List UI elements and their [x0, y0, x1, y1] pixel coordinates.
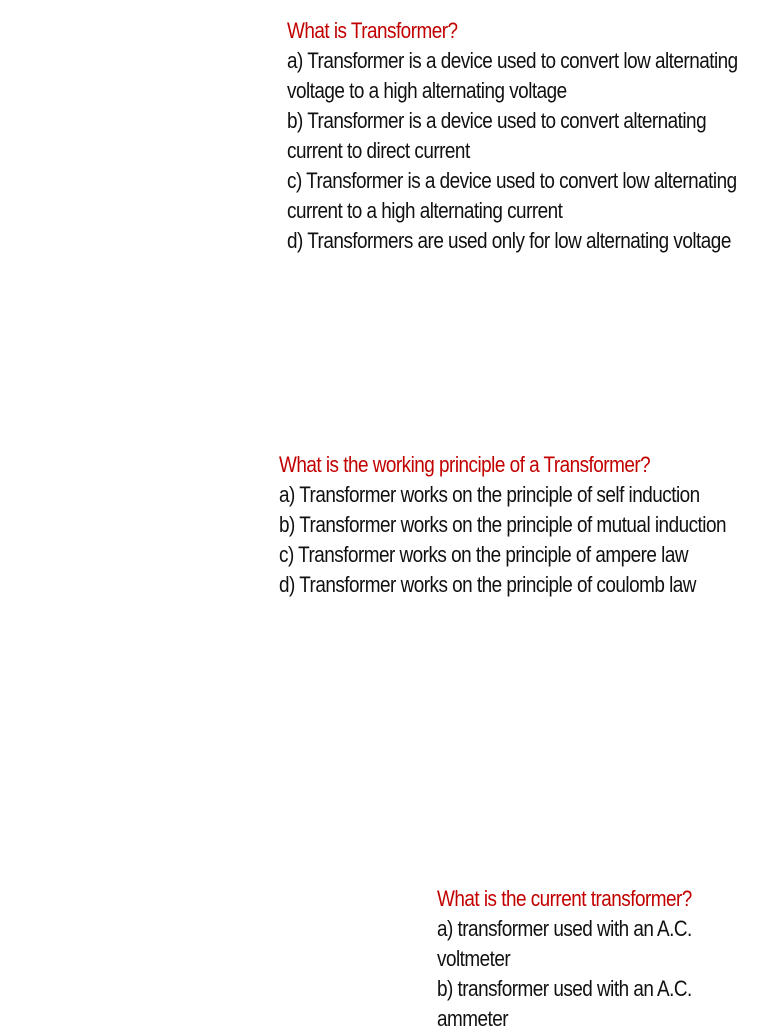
- answer-option-d: d) Transformers are used only for low alternating voltage: [287, 228, 731, 253]
- question-block-3: [437, 884, 757, 1034]
- question-title: What is Transformer?: [287, 18, 458, 43]
- question-block-2: [279, 450, 749, 600]
- answer-option-c: c) Transformer works on the principle of ampere law: [279, 542, 689, 567]
- answer-option-a: a) Transformer is a device used to convert low alternating voltage to a high alternating voltage: [287, 48, 738, 103]
- question-title: What is the current transformer?: [437, 886, 692, 911]
- question-title: What is the working principle of a Transformer?: [279, 452, 651, 477]
- answer-option-b: b) Transformer is a device used to convert alternating current to direct current: [287, 108, 707, 163]
- answer-option-a: a) transformer used with an A.C. voltmeter: [437, 916, 692, 971]
- question-block-1: [287, 16, 757, 256]
- answer-option-d: d) Transformer works on the principle of coulomb law: [279, 572, 696, 597]
- answer-option-b: b) Transformer works on the principle of mutual induction: [279, 512, 726, 537]
- answer-option-a: a) Transformer works on the principle of self induction: [279, 482, 700, 507]
- answer-option-c: c) Transformer is a device used to convert low alternating current to a high alternating current: [287, 168, 737, 223]
- answer-option-b: b) transformer used with an A.C. ammeter: [437, 976, 692, 1031]
